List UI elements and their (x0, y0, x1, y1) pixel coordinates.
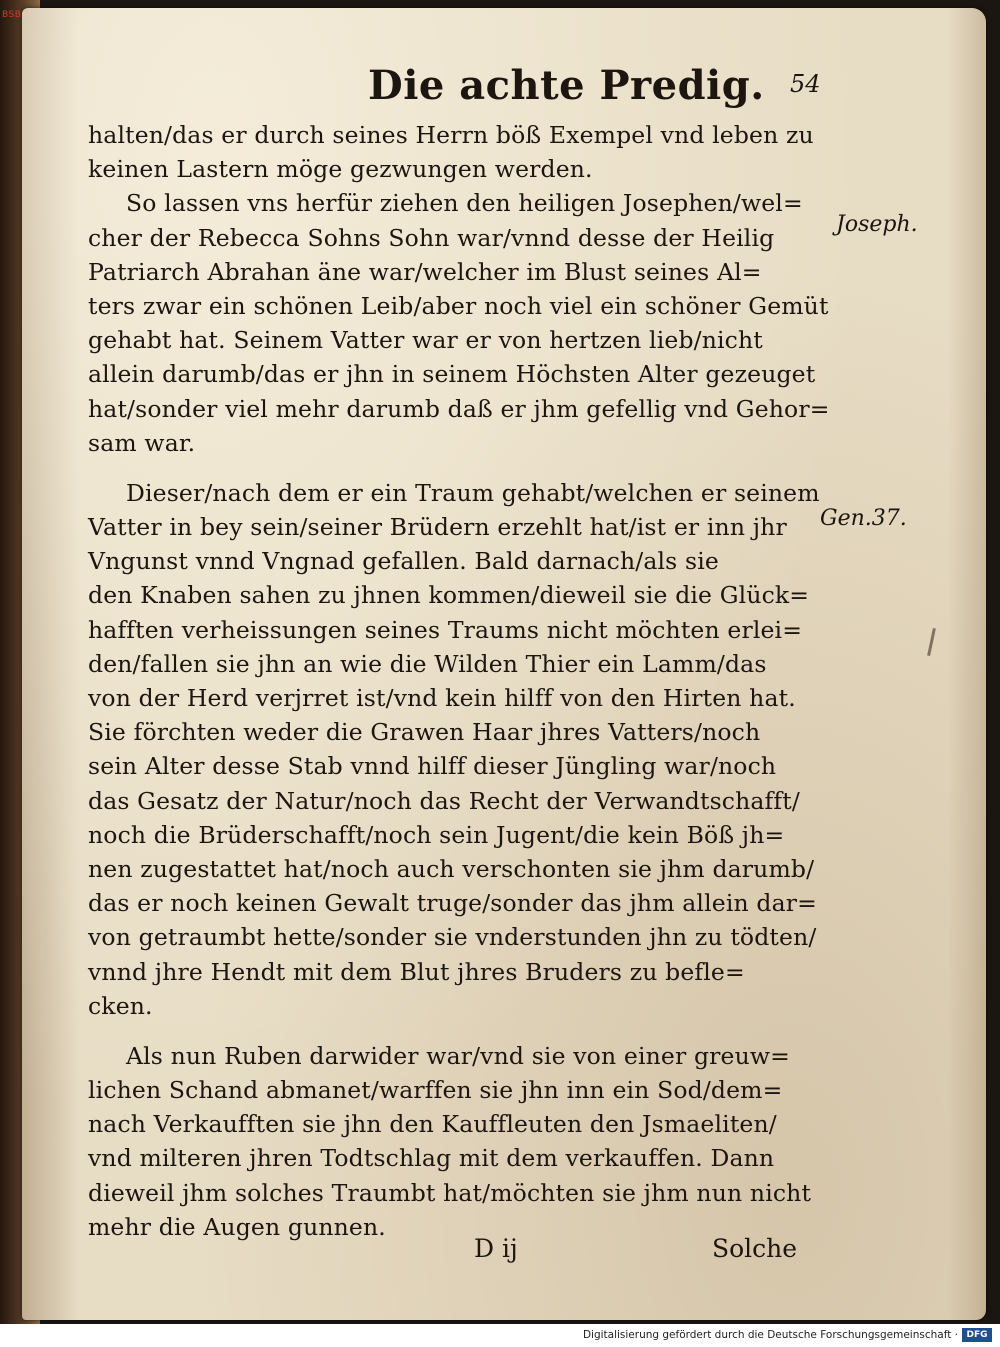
text-line: Dieser/nach dem er ein Traum gehabt/welchen er seinem (126, 478, 820, 507)
catchword: Solche (712, 1234, 798, 1263)
text-line: den Knaben sahen zu jhnen kommen/dieweil sie die Glück= (88, 581, 810, 610)
text-line: gehabt hat. Seinem Vatter war er von hertzen lieb/nicht (88, 326, 763, 355)
text-line: allein darumb/das er jhn in seinem Höchsten Alter gezeuget (88, 360, 816, 389)
margin-note-joseph: Joseph. (836, 212, 918, 237)
text-line: von getraumbt hette/sonder sie vnderstunden jhn zu tödten/ (88, 923, 817, 952)
text-line: Als nun Ruben darwider war/vnd sie von einer greuw= (126, 1041, 790, 1070)
text-line: Sie förchten weder die Grawen Haar jhres Vatters/noch (88, 718, 761, 747)
text-line: mehr die Augen gunnen. (88, 1212, 386, 1241)
text-line: nen zugestattet hat/noch auch verschonten sie jhm darumb/ (88, 854, 815, 883)
text-line: das Gesatz der Natur/noch das Recht der Verwandtschafft/ (88, 786, 800, 815)
text-line: von der Herd verjrret ist/vnd kein hilff von den Hirten hat. (88, 684, 796, 712)
text-line: den/fallen sie jhn an wie die Wilden Thier ein Lamm/das (88, 649, 767, 678)
dfg-logo: DFG (962, 1328, 992, 1342)
text-line: hafften verheissungen seines Traums nicht möchten erlei= (88, 615, 803, 644)
paragraph-gap (88, 1023, 833, 1039)
text-line: Vatter in bey sein/seiner Brüdern erzehlt hat/ist er inn jhr (88, 513, 787, 542)
text-line: cken. (88, 991, 153, 1020)
text-line: halten/das er durch seines Herrn böß Exempel vnd leben zu (88, 121, 814, 149)
text-line: ters zwar ein schönen Leib/aber noch viel ein schöner Gemüt (88, 291, 829, 320)
text-line: hat/sonder viel mehr darumb daß er jhm gefellig vnd Gehor= (88, 394, 830, 423)
text-line: vnd milteren jhren Todtschlag mit dem verkauffen. Dann (88, 1144, 775, 1173)
footer-bar (0, 1324, 1000, 1347)
text-line: sam war. (88, 428, 196, 457)
text-line: dieweil jhm solches Traumbt hat/möchten sie jhm nun nicht (88, 1178, 812, 1207)
text-line: sein Alter desse Stab vnnd hilff dieser Jüngling war/noch (88, 752, 777, 781)
funding-notice: Digitalisierung gefördert durch die Deutsche Forschungsgemeinschaft · (582, 1329, 958, 1341)
running-head (0, 62, 1000, 122)
text-line: keinen Lastern möge gezwungen werden. (88, 155, 593, 184)
signature-mark: D ij (474, 1234, 518, 1263)
text-line: vnnd jhre Hendt mit dem Blut jhres Bruders zu befle= (88, 957, 745, 986)
body-text (88, 118, 833, 1244)
text-line: So lassen vns herfür ziehen den heiligen Josephen/wel= (126, 189, 803, 218)
text-line: cher der Rebecca Sohns Sohn war/vnnd desse der Heilig (88, 223, 775, 252)
text-line: noch die Brüderschafft/noch sein Jugent/die kein Böß jh= (88, 820, 785, 849)
text-line: Vngunst vnnd Vngnad gefallen. Bald darnach/als sie (88, 547, 719, 576)
page-title: Die achte Predig. (368, 62, 765, 109)
text-line: das er noch keinen Gewalt truge/sonder das jhm allein dar= (88, 889, 817, 918)
text-line: lichen Schand abmanet/warffen sie jhn inn ein Sod/dem= (88, 1076, 783, 1105)
margin-note-genesis: Gen.37. (820, 506, 907, 531)
text-line: Patriarch Abrahan äne war/welcher im Blust seines Al= (88, 257, 762, 286)
text-line: nach Verkaufften sie jhn den Kauffleuten den Jsmaeliten/ (88, 1110, 777, 1139)
folio-number: 54 (790, 70, 821, 98)
paragraph-gap (88, 460, 833, 476)
library-watermark: BSB (2, 10, 22, 20)
